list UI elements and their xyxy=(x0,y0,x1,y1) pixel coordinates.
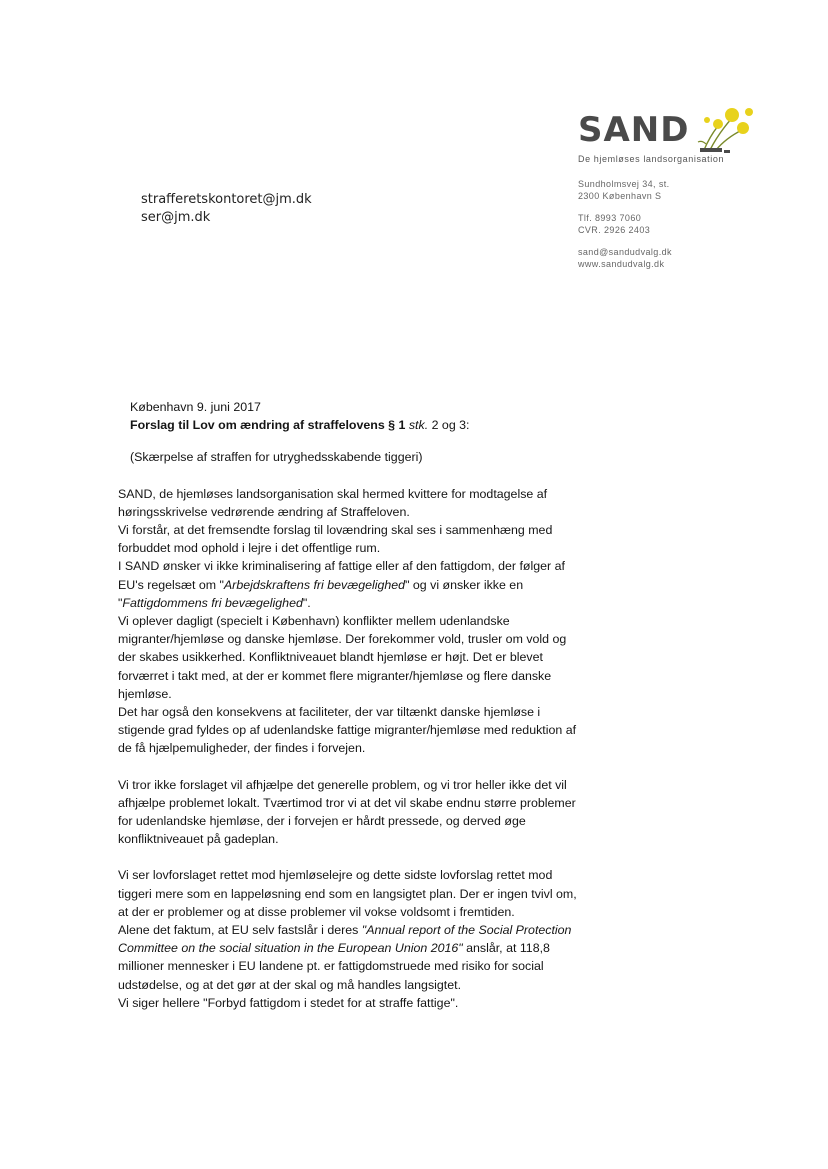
phone-number: Tlf. 8993 7060 xyxy=(578,213,642,223)
p8-text-a: Alene det faktum, at EU selv fastslår i deres xyxy=(118,923,362,938)
subject-main: Forslag til Lov om ændring af straffelovens § 1 xyxy=(130,418,406,433)
subject-tail: 2 og 3: xyxy=(431,418,470,433)
p3-italic-2: Fattigdommens fri bevægelighed xyxy=(122,595,303,610)
logo-text: SAND xyxy=(578,110,690,150)
address-city: 2300 København S xyxy=(578,191,662,201)
contact-website: www.sandudvalg.dk xyxy=(578,259,665,269)
paragraph-9: Vi siger hellere "Forbyd fattigdom i stedet for at straffe fattige". xyxy=(118,995,459,1010)
org-tagline: De hjemløses landsorganisation xyxy=(578,154,725,164)
paragraph-3 xyxy=(118,557,578,612)
p3-italic-1: Arbejdskraftens fri bevægelighed xyxy=(223,577,406,592)
letter-subject xyxy=(130,416,578,434)
subject-italic: stk. xyxy=(408,418,429,433)
contact-block xyxy=(578,246,808,270)
subject-parenthetical: (Skærpelse af straffen for utryghedsskabende tiggeri) xyxy=(130,450,423,465)
contact-email: sand@sandudvalg.dk xyxy=(578,247,672,257)
letter-date: København 9. juni 2017 xyxy=(130,400,261,414)
paragraph-6: Vi tror ikke forslaget vil afhjælpe det generelle problem, og vi tror heller ikke det vil afhjælpe problemet lokalt. Tværtimod tror vi at det vil skabe endnu større problemer for udenlandske hjemløse, der i forvejen er hårdt pressede, og derved øge konfliktniveauet på gadeplan. xyxy=(118,777,576,847)
recipient-email-2: ser@jm.dk xyxy=(141,210,211,225)
logo xyxy=(578,110,808,156)
paragraph-7: Vi ser lovforslaget rettet mod hjemløselejre og dette sidste lovforslag rettet mod tiggeri mere som en lappeløsning end som en langsigtet plan. Der er ingen tvivl om, at der er problemer og at disse problemer vil vokse voldsomt i fremtiden. xyxy=(118,868,577,919)
paragraph-5: Det har også den konsekvens at faciliteter, der var tiltænkt danske hjemløse i stigende grad fyldes op af udenlandske fattige migranter/hjemløse med reduktion af de få hjælpemuligheder, der findes i forvejen. xyxy=(118,705,577,756)
p8-report-title: "Annual report of the Social Protection Committee on the social situation in the European Union 2016" xyxy=(118,923,572,956)
p3-text-b: " og vi ønsker ikke en " xyxy=(118,577,524,610)
letterhead xyxy=(578,110,808,270)
p3-text-c: ". xyxy=(302,595,311,610)
paragraph-8 xyxy=(118,921,578,994)
paragraph-2: Vi forstår, at det fremsendte forslag til lovændring skal ses i sammenhæng med forbuddet mod ophold i lejre i det offentlige rum. xyxy=(118,523,553,556)
letter-body xyxy=(118,398,578,1012)
phone-block xyxy=(578,212,808,236)
recipients xyxy=(141,191,312,227)
recipient-email-1: strafferetskontoret@jm.dk xyxy=(141,192,312,207)
address-street: Sundholmsvej 34, st. xyxy=(578,179,670,189)
p3-text-a: I SAND ønsker vi ikke kriminalisering af fattige eller af den fattigdom, der følger af EU's regelsæt om " xyxy=(118,559,565,592)
p8-text-b: anslår, at 118,8 millioner mennesker i EU landene pt. er fattigdomstruede med risiko for social udstødelse, og at det gør at der skal og må handles langsigtet. xyxy=(118,941,550,992)
paragraph-4: Vi oplever dagligt (specielt i København) konflikter mellem udenlandske migranter/hjemløse og danske hjemløse. Der forekommer vold, trusler om vold og der skabes usikkerhed. Konfliktniveauet blandt hjemløse er højt. Det er blevet forværret i takt med, at der er kommet flere migranter/hjemløse og flere danske hjemløse. xyxy=(118,614,567,701)
address-block xyxy=(578,178,808,202)
dandelion-logo-icon xyxy=(696,100,756,156)
paragraph-1: SAND, de hjemløses landsorganisation skal hermed kvittere for modtagelse af høringsskrivelse vedrørende ændring af Straffeloven. xyxy=(118,486,548,519)
cvr-number: CVR. 2926 2403 xyxy=(578,225,651,235)
